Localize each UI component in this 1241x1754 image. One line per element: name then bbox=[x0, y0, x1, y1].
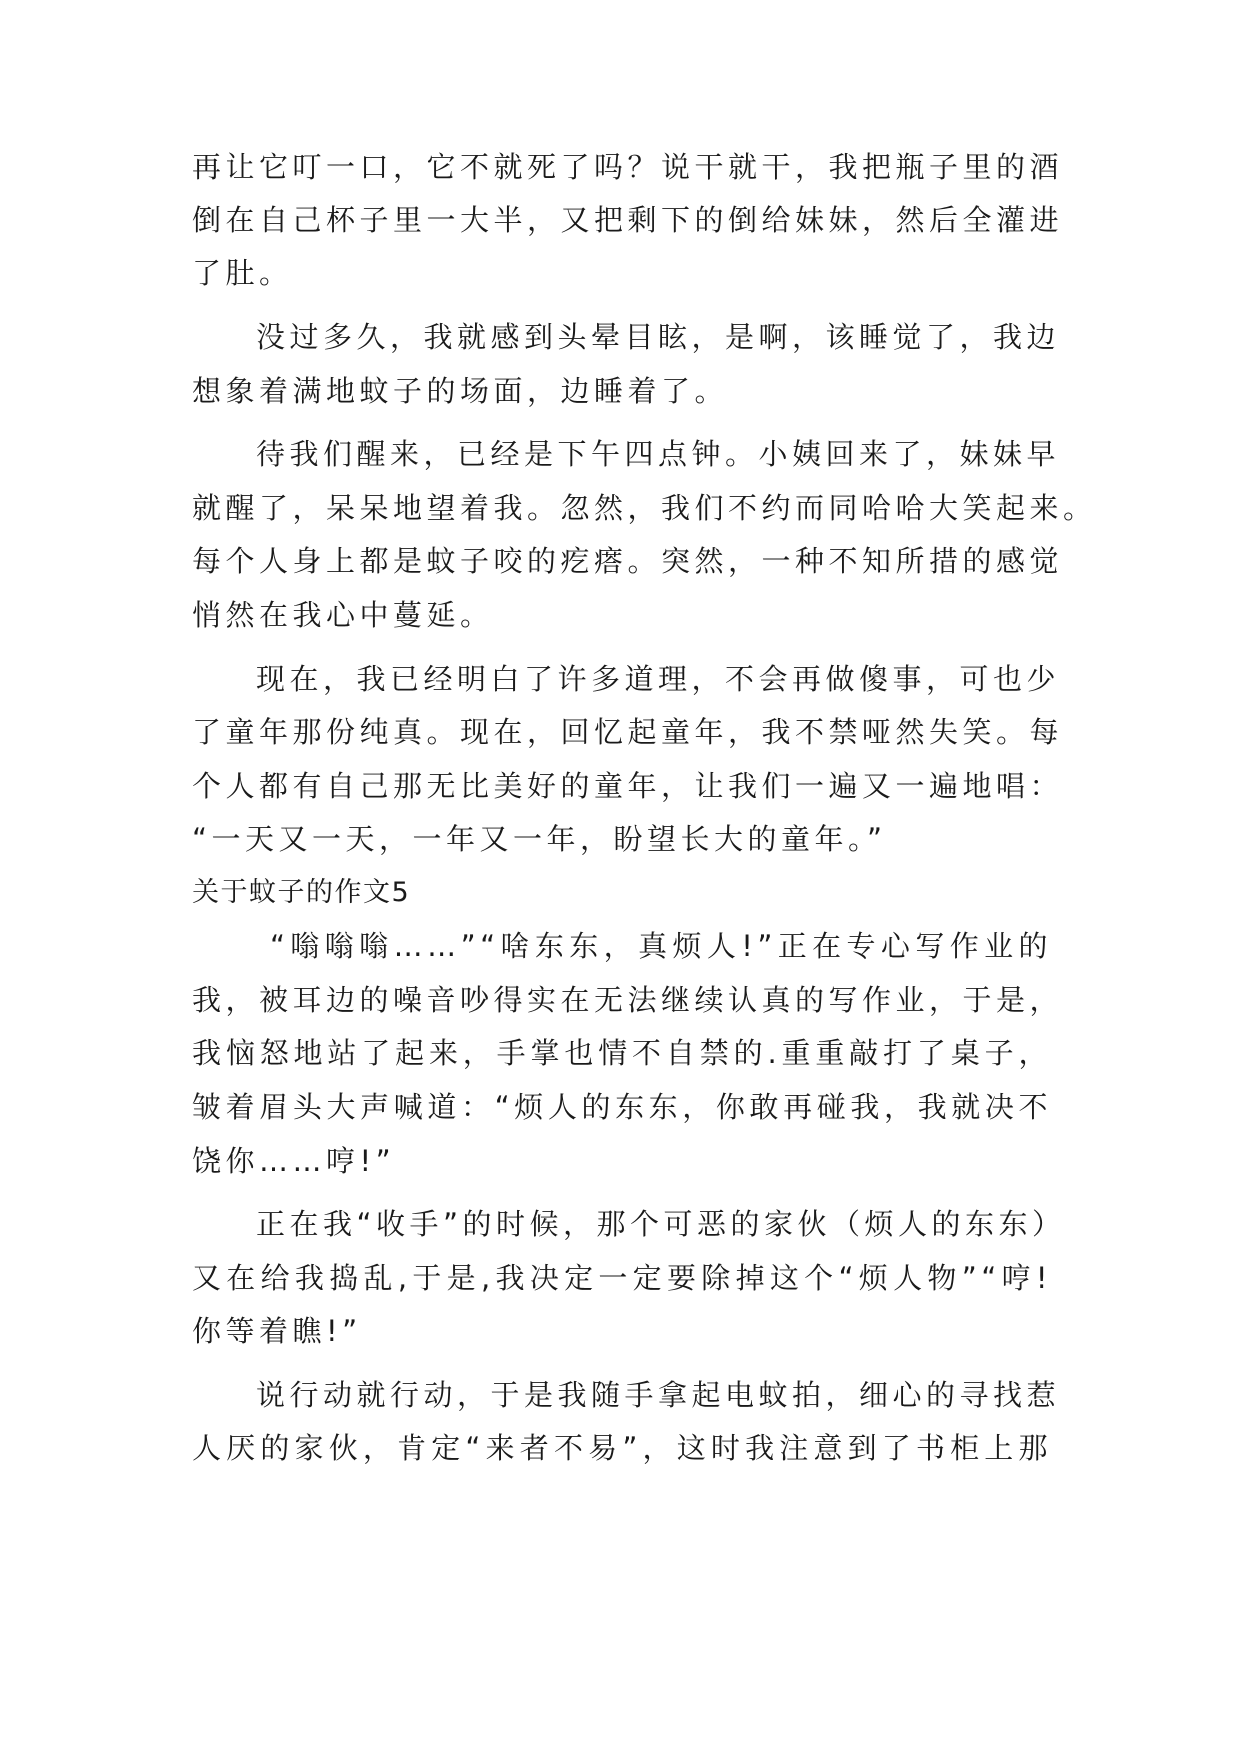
text-line: 倒在自己杯子里一大半，又把剩下的倒给妹妹，然后全灌进 bbox=[192, 203, 1064, 237]
text-line: 了童年那份纯真。现在，回忆起童年，我不禁哑然失笑。每 bbox=[192, 715, 1064, 749]
text-line: 再让它叮一口，它不就死了吗？说干就干，我把瓶子里的酒 bbox=[192, 150, 1064, 184]
text-line: 饶你……哼!” bbox=[192, 1144, 396, 1178]
text-line: 说行动就行动，于是我随手拿起电蚊拍，细心的寻找惹 bbox=[256, 1378, 1061, 1412]
text-line: 你等着瞧!” bbox=[192, 1314, 362, 1348]
text-line: 正在我“收手”的时候，那个可恶的家伙（烦人的东东） bbox=[256, 1207, 1066, 1241]
text-line: 现在，我已经明白了许多道理，不会再做傻事，可也少 bbox=[256, 662, 1061, 696]
text-line: 想象着满地蚊子的场面，边睡着了。 bbox=[192, 374, 729, 408]
text-line: 个人都有自己那无比美好的童年，让我们一遍又一遍地唱： bbox=[192, 769, 1064, 803]
text-line: “嗡嗡嗡……”“啥东东，真烦人!”正在专心写作业的 bbox=[270, 929, 1052, 963]
text-line: 我，被耳边的噪音吵得实在无法继续认真的写作业，于是， bbox=[192, 983, 1064, 1017]
text-line: 就醒了，呆呆地望着我。忽然，我们不约而同哈哈大笑起来。 bbox=[192, 491, 1097, 525]
text-line: 每个人身上都是蚊子咬的疙瘩。突然，一种不知所措的感觉 bbox=[192, 544, 1064, 578]
section-heading: 关于蚊子的作文5 bbox=[192, 877, 411, 908]
text-line: 人厌的家伙，肯定“来者不易”，这时我注意到了书柜上那 bbox=[192, 1431, 1052, 1465]
text-line: 悄然在我心中蔓延。 bbox=[192, 598, 494, 632]
text-line: 待我们醒来，已经是下午四点钟。小姨回来了，妹妹早 bbox=[256, 437, 1061, 471]
text-line: 了肚。 bbox=[192, 256, 293, 290]
text-line: 没过多久，我就感到头晕目眩，是啊，该睡觉了，我边 bbox=[256, 320, 1061, 354]
text-line: “一天又一天，一年又一年，盼望长大的童年。” bbox=[192, 822, 887, 856]
text-line: 我恼怒地站了起来，手掌也情不自禁的.重重敲打了桌子， bbox=[192, 1036, 1052, 1070]
text-line: 又在给我捣乱,于是,我决定一定要除掉这个“烦人物”“哼! bbox=[192, 1261, 1052, 1295]
text-line: 皱着眉头大声喊道：“烦人的东东，你敢再碰我，我就决不 bbox=[192, 1090, 1052, 1124]
